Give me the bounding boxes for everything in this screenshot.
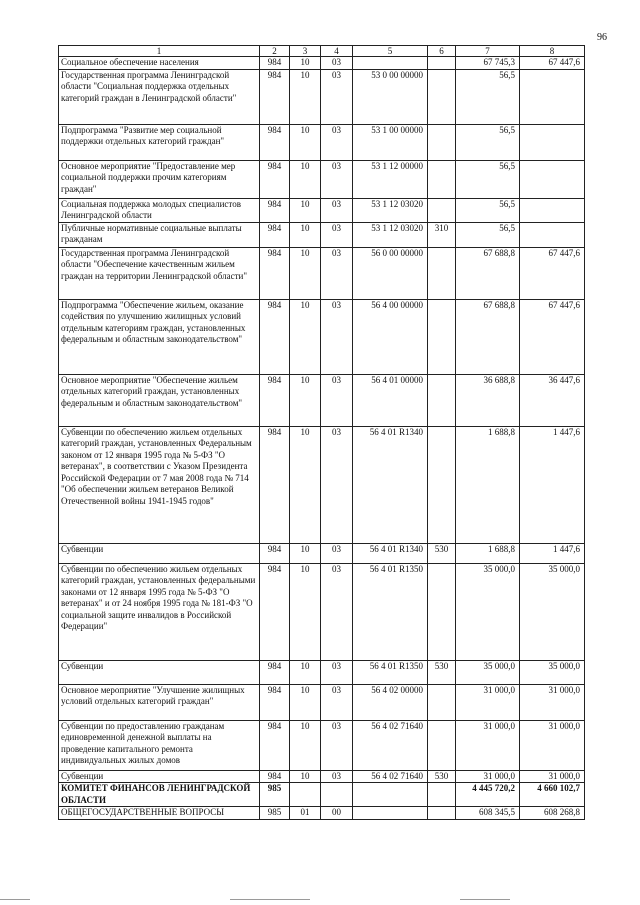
row-cell-col3: 10 [290, 198, 321, 222]
row-name-cell: Субвенции по обеспечению жильем отдельных категорий граждан, установленных федеральными законами от 12 января 1995 года № 5-ФЗ "О ветеранах" и от 24 ноября 1995 года № 181-ФЗ "О социальной защите инвалидов в Российской Федерации" [59, 563, 260, 660]
row-cell-col5 [353, 57, 428, 70]
table-row [59, 160, 585, 198]
row-cell-col5 [353, 807, 428, 820]
row-cell-col6 [428, 69, 456, 124]
row-cell-col3: 10 [290, 222, 321, 247]
header-cell: 7 [456, 46, 520, 57]
row-cell-col8: 1 447,6 [520, 426, 585, 543]
row-cell-col6 [428, 247, 456, 299]
row-cell-col5: 56 0 00 00000 [353, 247, 428, 299]
row-cell-col7: 56,5 [456, 222, 520, 247]
row-cell-col7: 35 000,0 [456, 660, 520, 684]
row-cell-col2: 985 [260, 783, 290, 807]
row-cell-col7: 56,5 [456, 198, 520, 222]
row-cell-col5: 53 1 12 03020 [353, 222, 428, 247]
table-row [59, 222, 585, 247]
scan-artifact-line [230, 899, 310, 900]
row-cell-col5: 56 4 02 71640 [353, 720, 428, 770]
row-cell-col2: 984 [260, 124, 290, 160]
row-cell-col7: 35 000,0 [456, 563, 520, 660]
row-name-cell: Основное мероприятие "Предоставление мер социальной поддержки прочим категориям граждан" [59, 160, 260, 198]
row-cell-col2: 984 [260, 299, 290, 374]
row-cell-col8 [520, 69, 585, 124]
header-cell: 5 [353, 46, 428, 57]
row-name-cell: Субвенции [59, 660, 260, 684]
row-name-cell: Социальное обеспечение населения [59, 57, 260, 70]
row-name-cell: Социальная поддержка молодых специалистов Ленинградской области [59, 198, 260, 222]
row-cell-col7: 1 688,8 [456, 543, 520, 563]
row-cell-col6: 310 [428, 222, 456, 247]
row-cell-col2: 985 [260, 807, 290, 820]
row-cell-col6 [428, 426, 456, 543]
row-cell-col4: 03 [321, 299, 353, 374]
row-cell-col8: 35 000,0 [520, 563, 585, 660]
row-cell-col4: 03 [321, 57, 353, 70]
row-cell-col6 [428, 783, 456, 807]
row-cell-col7: 4 445 720,2 [456, 783, 520, 807]
row-cell-col2: 984 [260, 374, 290, 426]
row-cell-col5: 56 4 01 R1340 [353, 543, 428, 563]
header-cell: 8 [520, 46, 585, 57]
row-cell-col2: 984 [260, 563, 290, 660]
row-cell-col3: 10 [290, 299, 321, 374]
row-cell-col4: 03 [321, 222, 353, 247]
scan-artifact-line [460, 899, 510, 900]
row-cell-col3: 10 [290, 770, 321, 783]
row-cell-col6 [428, 299, 456, 374]
row-cell-col8: 31 000,0 [520, 770, 585, 783]
row-name-cell: Основное мероприятие "Обеспечение жильем отдельных категорий граждан, установленных федеральным и областным законодательством" [59, 374, 260, 426]
row-cell-col3: 10 [290, 160, 321, 198]
row-cell-col2: 984 [260, 160, 290, 198]
row-cell-col8 [520, 160, 585, 198]
row-cell-col8: 35 000,0 [520, 660, 585, 684]
page-number: 96 [597, 32, 607, 43]
row-cell-col3: 10 [290, 124, 321, 160]
row-cell-col4: 03 [321, 160, 353, 198]
header-cell: 1 [59, 46, 260, 57]
row-name-cell: Субвенции по обеспечению жильем отдельных категорий граждан, установленных Федеральным законом от 12 января 1995 года № 5-ФЗ "О ветеранах", в соответствии с Указом Президента Российской Федерации от 7 мая 2008 года № 714 "Об обеспечении жильем ветеранов Великой Отечественной войны 1941-1945 годов" [59, 426, 260, 543]
scan-artifact-line [0, 899, 30, 900]
row-cell-col2: 984 [260, 247, 290, 299]
row-cell-col3: 10 [290, 426, 321, 543]
row-cell-col5: 56 4 01 00000 [353, 374, 428, 426]
row-cell-col7: 56,5 [456, 160, 520, 198]
row-cell-col4: 03 [321, 198, 353, 222]
table-row [59, 783, 585, 807]
row-cell-col8: 67 447,6 [520, 247, 585, 299]
row-cell-col4: 03 [321, 426, 353, 543]
row-name-cell: Государственная программа Ленинградской области "Социальная поддержка отдельных категорий граждан в Ленинградской области" [59, 69, 260, 124]
row-cell-col6 [428, 124, 456, 160]
row-cell-col3: 10 [290, 247, 321, 299]
table-row [59, 299, 585, 374]
row-cell-col5: 56 4 01 R1340 [353, 426, 428, 543]
table-row [59, 563, 585, 660]
row-cell-col4: 03 [321, 374, 353, 426]
table-row [59, 57, 585, 70]
row-cell-col7: 56,5 [456, 69, 520, 124]
row-cell-col4: 03 [321, 770, 353, 783]
header-cell: 4 [321, 46, 353, 57]
row-cell-col6 [428, 160, 456, 198]
table-row [59, 374, 585, 426]
row-cell-col6 [428, 198, 456, 222]
table-row [59, 69, 585, 124]
row-cell-col3: 10 [290, 374, 321, 426]
row-cell-col8 [520, 198, 585, 222]
row-cell-col6 [428, 684, 456, 720]
row-cell-col4: 03 [321, 720, 353, 770]
row-name-cell: Подпрограмма "Развитие мер социальной поддержки отдельных категорий граждан" [59, 124, 260, 160]
row-cell-col3: 10 [290, 720, 321, 770]
row-cell-col2: 984 [260, 57, 290, 70]
row-cell-col4: 03 [321, 124, 353, 160]
row-cell-col5: 56 4 01 R1350 [353, 660, 428, 684]
row-cell-col4: 03 [321, 660, 353, 684]
row-name-cell: Подпрограмма "Обеспечение жильем, оказание содействия по улучшению жилищных условий отдельным категориям граждан, установленных федеральным и областным законодательством" [59, 299, 260, 374]
row-cell-col5: 56 4 01 R1350 [353, 563, 428, 660]
row-cell-col4 [321, 783, 353, 807]
row-cell-col5: 53 0 00 00000 [353, 69, 428, 124]
row-cell-col2: 984 [260, 543, 290, 563]
table-row [59, 684, 585, 720]
table-row [59, 543, 585, 563]
row-cell-col6 [428, 57, 456, 70]
row-cell-col7: 56,5 [456, 124, 520, 160]
row-cell-col3: 10 [290, 69, 321, 124]
table-row [59, 247, 585, 299]
header-row [59, 46, 585, 57]
row-name-cell: Основное мероприятие "Улучшение жилищных условий отдельных категорий граждан" [59, 684, 260, 720]
row-cell-col4: 03 [321, 247, 353, 299]
row-name-cell: Субвенции [59, 770, 260, 783]
table-row [59, 720, 585, 770]
row-cell-col7: 608 345,5 [456, 807, 520, 820]
row-name-cell: Субвенции по предоставлению гражданам единовременной денежной выплаты на проведение капитального ремонта индивидуальных жилых домов [59, 720, 260, 770]
row-cell-col7: 31 000,0 [456, 770, 520, 783]
row-cell-col6 [428, 720, 456, 770]
row-cell-col3: 10 [290, 684, 321, 720]
row-name-cell: Государственная программа Ленинградской области "Обеспечение качественным жильем граждан на территории Ленинградской области" [59, 247, 260, 299]
row-cell-col2: 984 [260, 69, 290, 124]
row-cell-col7: 36 688,8 [456, 374, 520, 426]
row-cell-col2: 984 [260, 222, 290, 247]
row-cell-col3: 10 [290, 543, 321, 563]
row-cell-col8: 1 447,6 [520, 543, 585, 563]
row-cell-col5: 53 1 12 00000 [353, 160, 428, 198]
row-cell-col8: 31 000,0 [520, 720, 585, 770]
header-cell: 3 [290, 46, 321, 57]
row-cell-col2: 984 [260, 426, 290, 543]
row-cell-col4: 03 [321, 69, 353, 124]
budget-table [58, 45, 585, 820]
row-cell-col8: 608 268,8 [520, 807, 585, 820]
row-cell-col2: 984 [260, 684, 290, 720]
row-cell-col2: 984 [260, 720, 290, 770]
table-row [59, 426, 585, 543]
table-row [59, 660, 585, 684]
row-cell-col5 [353, 783, 428, 807]
row-cell-col3: 10 [290, 57, 321, 70]
row-cell-col6 [428, 563, 456, 660]
row-cell-col2: 984 [260, 770, 290, 783]
row-cell-col5: 53 1 12 03020 [353, 198, 428, 222]
row-cell-col8: 4 660 102,7 [520, 783, 585, 807]
row-cell-col4: 03 [321, 563, 353, 660]
row-cell-col7: 67 688,8 [456, 299, 520, 374]
row-cell-col7: 31 000,0 [456, 684, 520, 720]
row-name-cell: Субвенции [59, 543, 260, 563]
row-cell-col6 [428, 374, 456, 426]
row-name-cell: Публичные нормативные социальные выплаты гражданам [59, 222, 260, 247]
row-cell-col7: 1 688,8 [456, 426, 520, 543]
row-name-cell: КОМИТЕТ ФИНАНСОВ ЛЕНИНГРАДСКОЙ ОБЛАСТИ [59, 783, 260, 807]
row-cell-col5: 53 1 00 00000 [353, 124, 428, 160]
row-cell-col2: 984 [260, 660, 290, 684]
row-cell-col8: 36 447,6 [520, 374, 585, 426]
row-cell-col8: 67 447,6 [520, 57, 585, 70]
row-cell-col6 [428, 807, 456, 820]
row-cell-col6: 530 [428, 543, 456, 563]
row-cell-col8 [520, 222, 585, 247]
table-row [59, 807, 585, 820]
row-cell-col6: 530 [428, 770, 456, 783]
row-cell-col3: 01 [290, 807, 321, 820]
table-row [59, 124, 585, 160]
row-cell-col7: 67 688,8 [456, 247, 520, 299]
row-cell-col8 [520, 124, 585, 160]
header-cell: 6 [428, 46, 456, 57]
row-cell-col7: 31 000,0 [456, 720, 520, 770]
row-cell-col4: 00 [321, 807, 353, 820]
row-cell-col8: 67 447,6 [520, 299, 585, 374]
row-cell-col5: 56 4 02 71640 [353, 770, 428, 783]
row-cell-col4: 03 [321, 543, 353, 563]
row-cell-col3: 10 [290, 660, 321, 684]
row-cell-col5: 56 4 02 00000 [353, 684, 428, 720]
row-cell-col3 [290, 783, 321, 807]
table-row [59, 770, 585, 783]
row-cell-col7: 67 745,3 [456, 57, 520, 70]
row-cell-col2: 984 [260, 198, 290, 222]
table-row [59, 198, 585, 222]
row-name-cell: ОБЩЕГОСУДАРСТВЕННЫЕ ВОПРОСЫ [59, 807, 260, 820]
row-cell-col4: 03 [321, 684, 353, 720]
row-cell-col3: 10 [290, 563, 321, 660]
row-cell-col8: 31 000,0 [520, 684, 585, 720]
row-cell-col5: 56 4 00 00000 [353, 299, 428, 374]
header-cell: 2 [260, 46, 290, 57]
row-cell-col6: 530 [428, 660, 456, 684]
